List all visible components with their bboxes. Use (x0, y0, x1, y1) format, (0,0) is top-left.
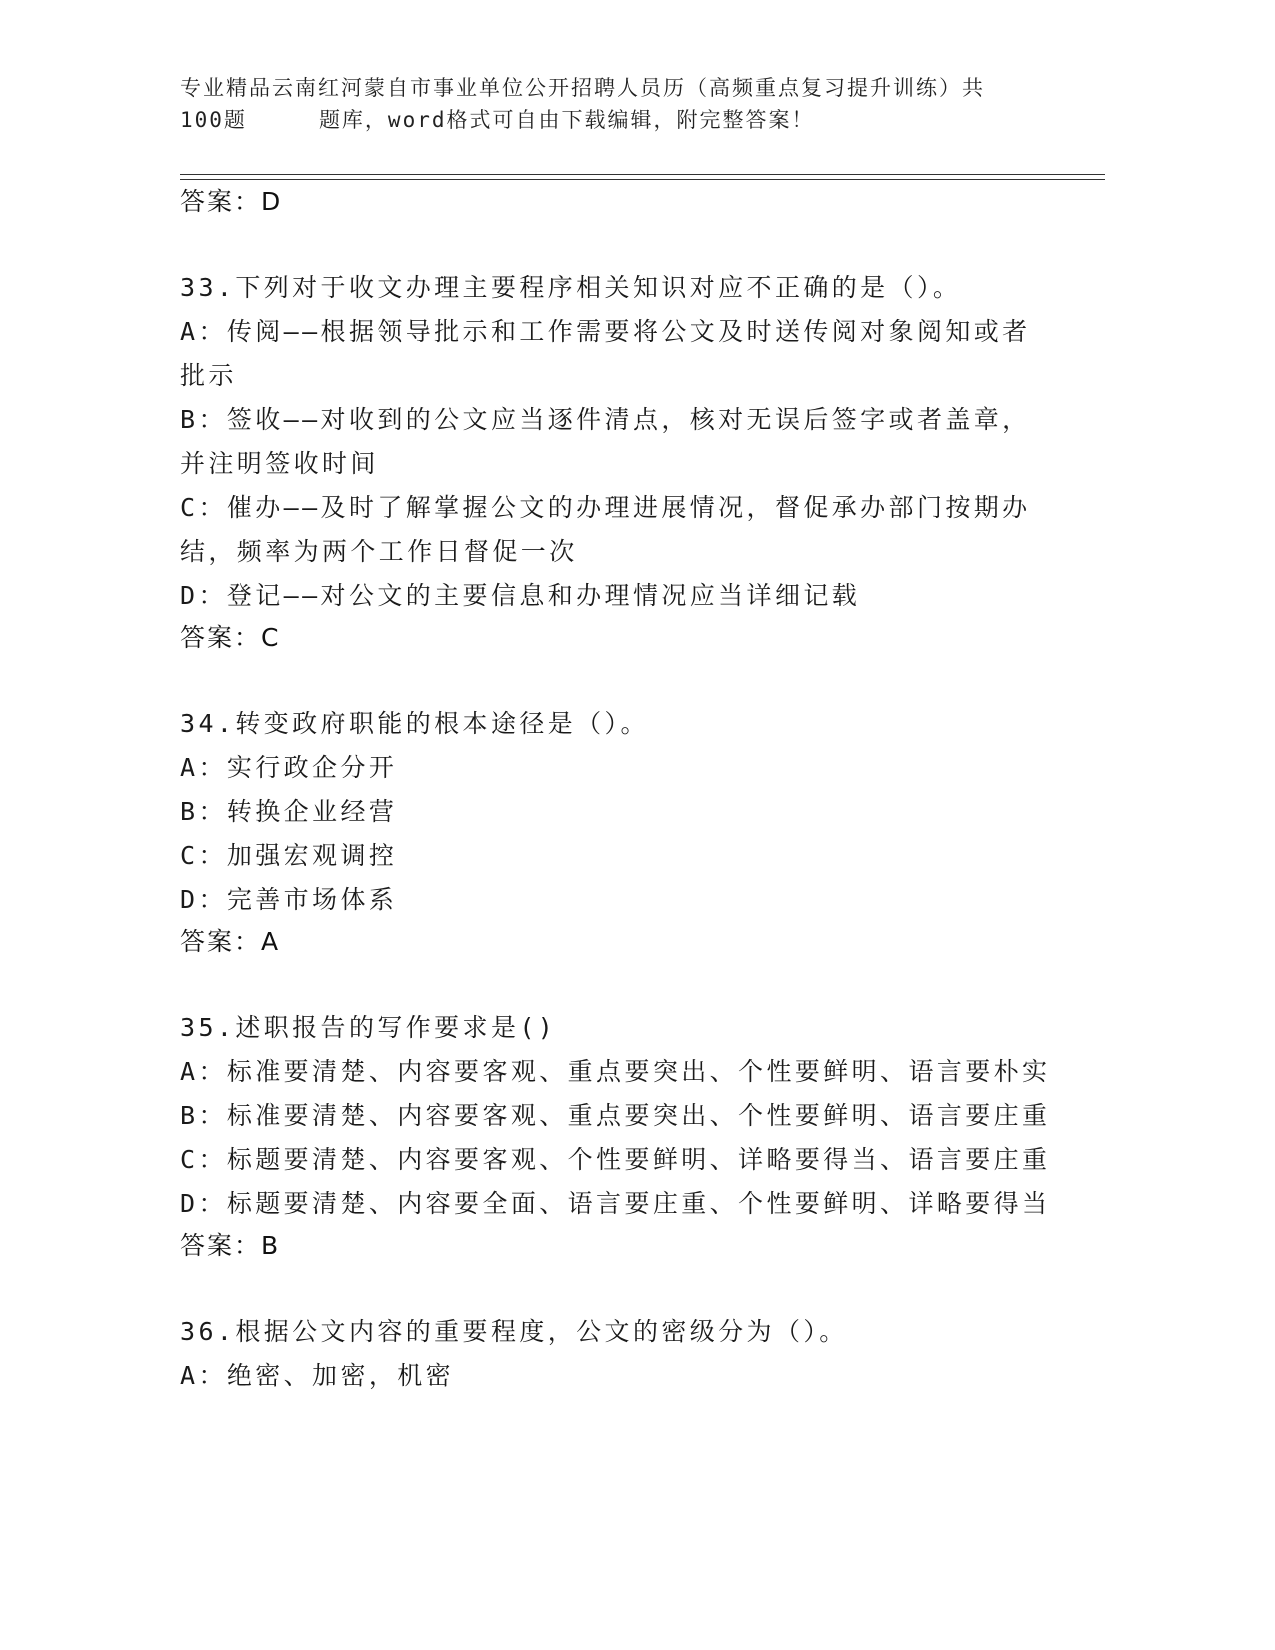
question-stem: 35.述职报告的写作要求是() (180, 1013, 557, 1042)
option-c: C：加强宏观调控 (180, 841, 398, 870)
option-a: A：标准要清楚、内容要客观、重点要突出、个性要鲜明、语言要朴实 (180, 1057, 1051, 1086)
answer: 答案：A (180, 927, 281, 956)
option-a: A：实行政企分开 (180, 753, 398, 782)
option-d: D：标题要清楚、内容要全面、语言要庄重、个性要鲜明、详略要得当 (180, 1189, 1051, 1218)
header-divider-bottom (180, 179, 1105, 180)
option-b-cont: 并注明签收时间 (180, 449, 379, 478)
page-header (180, 72, 1060, 136)
question-content (180, 182, 1080, 1398)
question-34 (180, 702, 1080, 962)
option-b: B：签收——对收到的公文应当逐件清点，核对无误后签字或者盖章， (180, 405, 1031, 434)
option-c: C：催办——及时了解掌握公文的办理进展情况，督促承办部门按期办 (180, 493, 1031, 522)
header-line-1: 专业精品云南红河蒙自市事业单位公开招聘人员历（高频重点复习提升训练）共 (180, 76, 985, 100)
option-c-cont: 结，频率为两个工作日督促一次 (180, 537, 578, 566)
option-b: B：标准要清楚、内容要客观、重点要突出、个性要鲜明、语言要庄重 (180, 1101, 1051, 1130)
question-33 (180, 266, 1080, 658)
question-36 (180, 1310, 1080, 1398)
header-desc: 题库，word格式可自由下载编辑，附完整答案！ (318, 108, 815, 132)
header-divider-top (180, 174, 1105, 175)
option-b: B：转换企业经营 (180, 797, 398, 826)
question-35 (180, 1006, 1080, 1266)
answer: 答案：B (180, 1231, 281, 1260)
answer: 答案：C (180, 623, 281, 652)
option-a: A：绝密、加密，机密 (180, 1361, 455, 1390)
question-stem: 36.根据公文内容的重要程度，公文的密级分为（）。 (180, 1317, 848, 1346)
header-line-2 (180, 104, 1060, 136)
option-a-cont: 批示 (180, 361, 237, 390)
option-a: A：传阅——根据领导批示和工作需要将公文及时送传阅对象阅知或者 (180, 317, 1031, 346)
question-stem: 33.下列对于收文办理主要程序相关知识对应不正确的是（）。 (180, 273, 962, 302)
header-count: 100题 (180, 108, 247, 132)
option-d: D：完善市场体系 (180, 885, 398, 914)
option-d: D：登记——对公文的主要信息和办理情况应当详细记载 (180, 581, 861, 610)
question-stem: 34.转变政府职能的根本途径是（）。 (180, 709, 649, 738)
option-c: C：标题要清楚、内容要客观、个性要鲜明、详略要得当、语言要庄重 (180, 1145, 1051, 1174)
prev-answer: 答案：D (180, 187, 283, 216)
